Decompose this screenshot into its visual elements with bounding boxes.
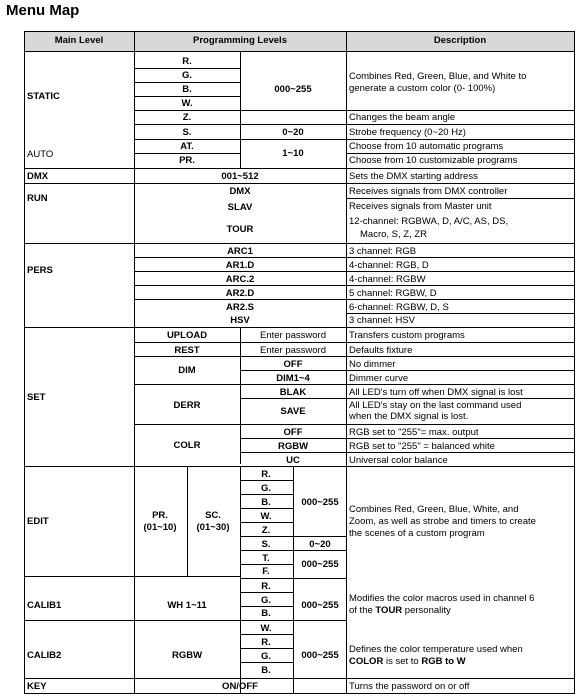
- key-edit-z: Z.: [261, 525, 271, 536]
- rest-enter-password: Enter password: [259, 345, 327, 356]
- main-pers: PERS: [27, 265, 53, 276]
- key-edit-b: B.: [261, 497, 271, 508]
- desc-arc2: 4-channel: RGBW: [349, 274, 426, 285]
- key-at: AT.: [180, 141, 194, 152]
- desc-dim14: Dimmer curve: [349, 373, 409, 384]
- key-ar2d: AR2.D: [225, 288, 255, 299]
- desc-upload: Transfers custom programs: [349, 330, 465, 341]
- key-calib2-rgbw: RGBW: [171, 650, 203, 661]
- range-auto: 1~10: [282, 148, 304, 159]
- desc-arc1: 3 channel: RGB: [349, 246, 417, 257]
- desc-save-2: when the DMX signal is lost.: [349, 411, 469, 422]
- key-save: SAVE: [280, 406, 306, 417]
- range-static: 000~255: [274, 84, 312, 95]
- range-edit-pr: (01~10): [143, 522, 177, 533]
- desc-blak: All LED's turn off when DMX signal is lost: [349, 387, 523, 398]
- key-edit-g: G.: [260, 483, 272, 494]
- key-upload: UPLOAD: [166, 330, 208, 341]
- key-rest: REST: [174, 345, 200, 356]
- key-rgbw: RGBW: [277, 441, 309, 452]
- key-dim-off: OFF: [283, 359, 303, 370]
- desc-calib2-2: COLOR is set to RGB to W: [349, 656, 466, 667]
- desc-run-dmx: Receives signals from DMX controller: [349, 186, 508, 197]
- desc-uc: Universal color balance: [349, 455, 448, 466]
- main-key: KEY: [27, 681, 47, 692]
- key-wh: WH 1~11: [167, 600, 207, 611]
- main-edit: EDIT: [27, 516, 49, 527]
- desc-auto-at: Choose from 10 automatic programs: [349, 141, 504, 152]
- desc-ar2d: 5 channel: RGBW, D: [349, 288, 437, 299]
- key-s: S.: [182, 127, 192, 138]
- range-dmx: 001~512: [221, 171, 259, 182]
- key-edit-pr: PR.: [152, 510, 168, 521]
- desc-key: Turns the password on or off: [349, 681, 470, 692]
- desc-dmx: Sets the DMX starting address: [349, 171, 478, 182]
- range-calib1: 000~255: [301, 600, 339, 611]
- key-tour: TOUR: [226, 224, 254, 235]
- key-slav: SLAV: [227, 202, 253, 213]
- key-uc: UC: [286, 455, 300, 466]
- key-edit-sc: SC.: [205, 510, 221, 521]
- key-ar2s: AR2.S: [226, 302, 254, 313]
- main-static: STATIC: [27, 91, 60, 102]
- key-edit-w: W.: [260, 511, 272, 522]
- header-description: Description: [433, 35, 487, 46]
- desc-rgbw: RGB set to "255" = balanced white: [349, 441, 495, 452]
- desc-edit-3: the scenes of a custom program: [349, 528, 485, 539]
- header-main-level: Main Level: [54, 35, 104, 46]
- key-dim: DIM: [178, 365, 196, 376]
- page-title: Menu Map: [6, 2, 80, 19]
- desc-ar2s: 6-channel: RGBW, D, S: [349, 302, 449, 313]
- desc-static-z: Changes the beam angle: [349, 112, 456, 123]
- range-edit-s: 0~20: [309, 539, 331, 550]
- key-pr: PR.: [179, 155, 195, 166]
- key-blak: BLAK: [279, 387, 307, 398]
- desc-tour-1: 12-channel: RGBWA, D, A/C, AS, DS,: [349, 216, 509, 227]
- desc-auto-pr: Choose from 10 customizable programs: [349, 155, 518, 166]
- desc-dim-off: No dimmer: [349, 359, 396, 370]
- key-derr: DERR: [173, 400, 201, 411]
- key-run-dmx: DMX: [229, 186, 251, 197]
- key-edit-t: T.: [262, 553, 270, 564]
- range-strobe: 0~20: [282, 127, 304, 138]
- key-calib2-b: B.: [261, 665, 271, 676]
- desc-static-1: Combines Red, Green, Blue, and White to: [349, 71, 527, 82]
- desc-edit-1: Combines Red, Green, Blue, White, and: [349, 504, 519, 515]
- main-run: RUN: [27, 193, 48, 204]
- key-calib1-b: B.: [261, 608, 271, 619]
- range-edit: 000~255: [301, 497, 339, 508]
- key-r: R.: [182, 56, 192, 67]
- range-calib2: 000~255: [301, 650, 339, 661]
- key-g: G.: [181, 70, 193, 81]
- desc-rest: Defaults fixture: [349, 345, 413, 356]
- key-z: Z.: [182, 112, 192, 123]
- key-arc1: ARC1: [227, 246, 253, 257]
- key-edit-s: S.: [261, 539, 271, 550]
- key-arc2: ARC.2: [225, 274, 255, 285]
- desc-slav: Receives signals from Master unit: [349, 201, 492, 212]
- key-b: B.: [182, 84, 192, 95]
- header-programming-levels: Programming Levels: [193, 35, 287, 46]
- key-dim14: DIM1~4: [276, 373, 310, 384]
- desc-save-1: All LED's stay on the last command used: [349, 400, 522, 411]
- key-w: W.: [181, 98, 193, 109]
- main-calib1: CALIB1: [27, 600, 62, 611]
- key-calib1-r: R.: [261, 581, 271, 592]
- desc-tour-2: Macro, S, Z, ZR: [360, 229, 428, 240]
- desc-hsv: 3 channel: HSV: [349, 315, 416, 326]
- key-edit-r: R.: [261, 469, 271, 480]
- desc-auto-s: Strobe frequency (0~20 Hz): [349, 127, 466, 138]
- desc-edit-2: Zoom, as well as strobe and timers to create: [349, 516, 536, 527]
- main-dmx: DMX: [27, 171, 49, 182]
- main-set: SET: [27, 392, 46, 403]
- key-calib1-g: G.: [260, 595, 272, 606]
- key-onoff: ON/OFF: [222, 681, 258, 692]
- key-calib2-g: G.: [260, 651, 272, 662]
- desc-ar1d: 4-channel: RGB, D: [349, 260, 429, 271]
- desc-calib1-1: Modifies the color macros used in channel 6: [349, 593, 535, 604]
- key-calib2-r: R.: [261, 637, 271, 648]
- desc-calib2-1: Defines the color temperature used when: [349, 644, 523, 655]
- upload-enter-password: Enter password: [259, 330, 327, 341]
- desc-calib1-2: of the TOUR personality: [349, 605, 451, 616]
- main-calib2: CALIB2: [27, 650, 62, 661]
- key-colr-off: OFF: [283, 427, 303, 438]
- key-edit-f: F.: [262, 566, 270, 577]
- key-colr: COLR: [173, 440, 201, 451]
- range-edit-sc: (01~30): [196, 522, 230, 533]
- desc-static-2: generate a custom color (0- 100%): [349, 83, 496, 94]
- desc-colr-off: RGB set to "255"= max. output: [349, 427, 479, 438]
- main-auto: AUTO: [27, 149, 54, 160]
- key-ar1d: AR1.D: [225, 260, 255, 271]
- range-edit-t: 000~255: [301, 559, 339, 570]
- key-hsv: HSV: [230, 315, 250, 326]
- key-calib2-w: W.: [260, 623, 272, 634]
